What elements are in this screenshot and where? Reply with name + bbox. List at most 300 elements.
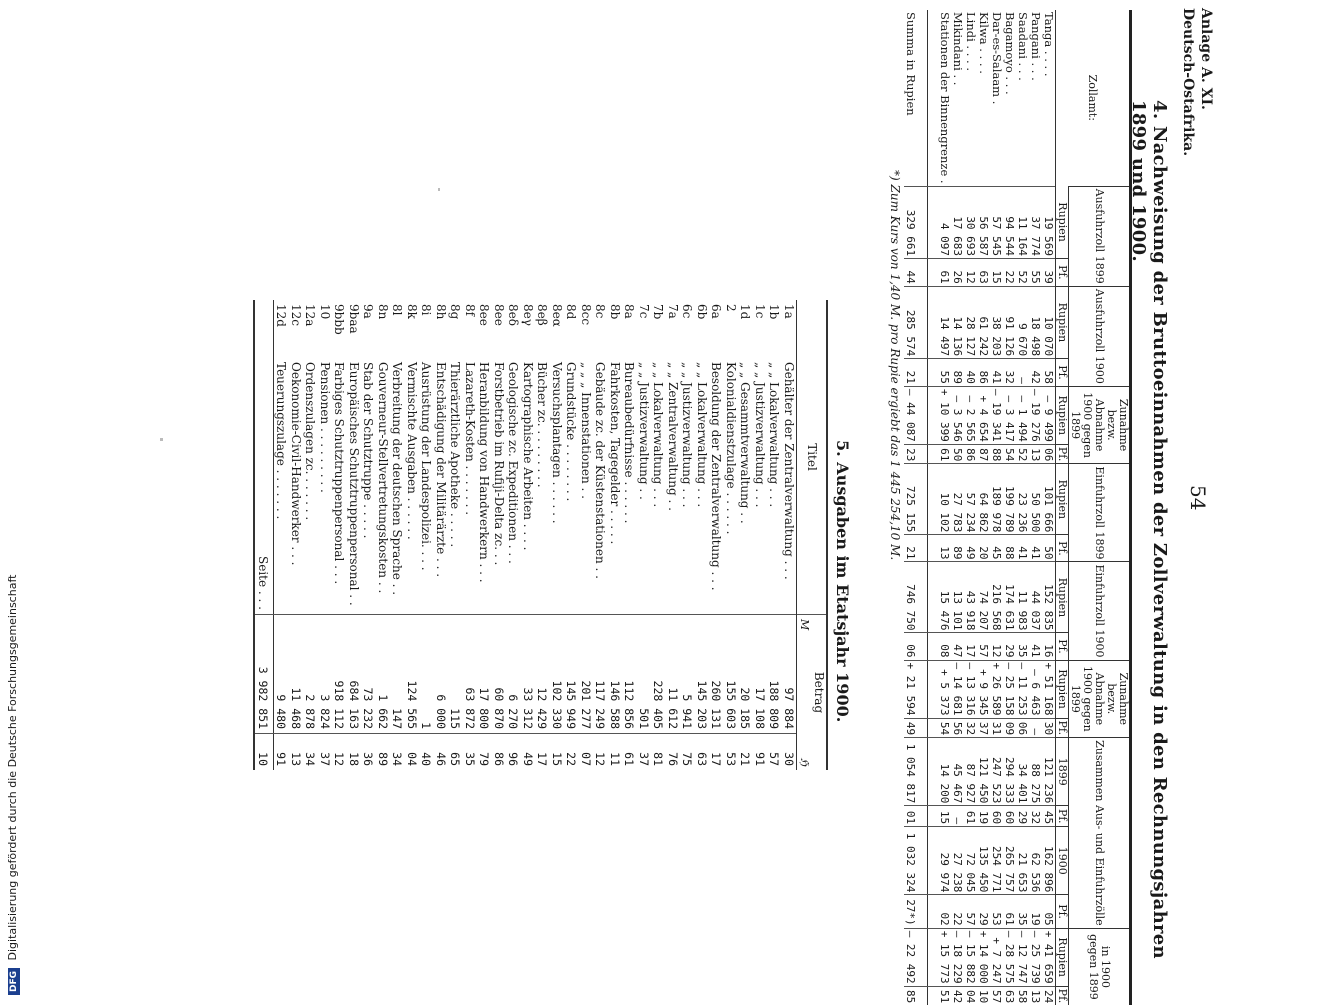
expense-code: 8cc (579, 304, 593, 326)
rupien-cell: 746 750 (904, 562, 928, 633)
rupien-cell: — 22 492 (904, 928, 928, 986)
rupien-cell: 4 097 (928, 186, 952, 258)
rupien-cell: 135 450 (977, 827, 990, 895)
expense-title: Farbiges Schutztruppenpersonal . . . (332, 362, 347, 585)
pfennig-cell: 49 (964, 535, 977, 562)
annex-label: Anlage A. XI. (1198, 8, 1214, 110)
rupien-cell: + 5 373 (928, 660, 952, 718)
expense-code: 12a (303, 304, 318, 327)
expense-pfennig: 79 (477, 734, 492, 771)
expense-title: „ „ Lokalverwaltung . . . (695, 362, 709, 508)
expense-row (767, 300, 782, 770)
pfennig-cell: 06 (904, 633, 928, 660)
section5-title: 5. Ausgaben im Etatsjahr 1900. (833, 440, 852, 723)
expense-mark: 201 277 (579, 615, 594, 734)
expense-code: 8g (448, 304, 463, 320)
expense-code: 12d (274, 304, 289, 327)
expense-code: 8eδ (506, 304, 521, 326)
pfennig-cell: 09 (1003, 718, 1016, 738)
rupien-cell: + 51 168 (1042, 660, 1056, 718)
revenue-row (928, 10, 952, 1005)
expense-title: Vermischte Ausgaben . . . . . . (405, 362, 419, 540)
rupien-cell: 121 236 (1042, 738, 1056, 806)
pfennig-cell: 29 (1003, 633, 1016, 660)
pfennig-cell: 88 (990, 444, 1003, 464)
zollamt-name: Kilwa . . . . (977, 12, 991, 74)
expense-mark: 9 480 (274, 615, 289, 734)
rupien-cell: 72 045 (964, 827, 977, 895)
dfg-logo: DFG (8, 968, 20, 995)
expense-pfennig: 61 (622, 734, 637, 771)
unit-pf: Pf. (1056, 444, 1069, 464)
pfennig-cell: 27*) (904, 895, 928, 928)
expense-title: Forstbetrieb im Rufiji-Delta zc. . . (492, 362, 506, 566)
expense-title: „ „ Justizverwaltung . . . (753, 362, 767, 508)
revenue-table (904, 10, 1132, 1005)
zollamt-name: Summa in Rupien (904, 10, 928, 186)
expense-mark: 33 312 (521, 615, 536, 734)
expense-code: 12c (289, 304, 303, 326)
expense-pfennig: 15 (550, 734, 565, 771)
rupien-cell: 265 757 (1003, 827, 1016, 895)
revenue-row (990, 10, 1003, 1005)
rupien-cell: 57 545 (990, 186, 1003, 258)
pfennig-cell: 63 (977, 259, 990, 287)
pfennig-cell: 52 (1016, 259, 1029, 287)
rupien-cell: 101 666 (1042, 464, 1056, 535)
header-zusammen-1900: 1900 (1056, 827, 1069, 895)
expenses-table (254, 300, 829, 770)
expense-pfennig: 07 (579, 734, 594, 771)
unit-rupien: Rupien (1056, 464, 1069, 535)
pfennig-cell: 50 (1042, 535, 1056, 562)
unit-pf: Pf. (1056, 986, 1069, 1005)
expense-mark: 260 131 (709, 615, 724, 734)
pfennig-cell: 23 (904, 444, 928, 464)
expense-pfennig: 49 (521, 734, 536, 771)
rupien-cell: 87 927 (964, 738, 977, 806)
rupien-cell: + 7 247 (990, 928, 1003, 986)
header-titel: Titel (797, 300, 828, 615)
rupien-cell: 56 587 (977, 186, 990, 258)
pfennig-cell: — (951, 806, 964, 827)
expense-pfennig: 18 (347, 734, 362, 771)
rupien-cell: 61 242 (977, 286, 990, 358)
unit-pf: Pf. (1056, 535, 1069, 562)
expense-pfennig: 40 (419, 734, 434, 771)
region-label: Deutsch-Ostafrika. (1180, 8, 1196, 157)
expense-pfennig: 17 (535, 734, 550, 771)
expense-pfennig: 13 (289, 734, 304, 771)
expense-mark: 2 878 (303, 615, 318, 734)
rupien-cell: — 44 087 (904, 386, 928, 444)
expense-row (724, 300, 739, 770)
expense-pfennig: 35 (463, 734, 478, 771)
rupien-cell: 94 544 (1003, 186, 1016, 258)
rupien-cell: 189 978 (990, 464, 1003, 535)
expense-pfennig: 12 (593, 734, 608, 771)
rupien-cell: — 12 747 (1016, 928, 1029, 986)
rupien-cell: — 19 341 (990, 386, 1003, 444)
expense-row (709, 300, 724, 770)
expense-title: „ „ Lokalverwaltung . . . (767, 362, 782, 508)
pfennig-cell: 41 (1029, 535, 1042, 562)
pfennig-cell: 13 (928, 535, 952, 562)
expense-code: 1c (753, 304, 767, 319)
expense-row (521, 300, 536, 770)
revenue-row (1042, 10, 1056, 1005)
expense-code: 8b (608, 304, 622, 320)
pfennig-cell: 32 (964, 718, 977, 738)
pfennig-cell: 15 (990, 259, 1003, 287)
rupien-cell: 15 476 (928, 562, 952, 633)
header-ausfuhr-1899: Ausfuhrzoll 1899 (1069, 186, 1131, 286)
pfennig-cell: 12 (990, 633, 1003, 660)
expense-row (318, 300, 333, 770)
rupien-cell: 294 333 (1003, 738, 1016, 806)
pfennig-cell: 31 (990, 718, 1003, 738)
expense-title: Ausrüstung der Landespolizei. . . . (419, 362, 434, 571)
expense-title: Verbreitung der deutschen Sprache . . (390, 362, 405, 596)
revenue-row (904, 10, 928, 1005)
expense-code: 8l (390, 304, 405, 316)
pfennig-cell: 86 (977, 359, 990, 387)
expense-pfennig: 57 (767, 734, 782, 771)
expense-row (303, 300, 318, 770)
expense-mark: 17 800 (477, 615, 492, 734)
header-zunahme-ausfuhr: Zunahme bezw. Abnahme 1900 gegen 1899 (1069, 386, 1131, 464)
expense-mark: 5 941 (680, 615, 695, 734)
expense-pfennig: 37 (318, 734, 333, 771)
expense-title: Europäisches Schutztruppenpersonal . . (347, 362, 361, 606)
rupien-cell: + 14 000 (977, 928, 990, 986)
pfennig-cell: 21 (904, 359, 928, 387)
section4-title: 4. Nachweisung der Bruttoeinnahmen der Zollverwaltung in den Rechnungsjahren 1899 und 1900. (1128, 100, 1170, 959)
expense-pfennig: 63 (695, 734, 710, 771)
pfennig-cell: 19 (1029, 895, 1042, 928)
expense-mark: 501 (637, 615, 652, 734)
pfennig-cell: 13 (1029, 986, 1042, 1005)
page-number: 54 (1186, 485, 1210, 511)
header-einfuhr-1899: Einfuhrzoll 1899 (1069, 464, 1131, 562)
pfennig-cell: 35 (1016, 633, 1029, 660)
pfennig-cell: 54 (928, 718, 952, 738)
rupien-cell: 38 203 (990, 286, 1003, 358)
pfennig-cell: 39 (1042, 259, 1056, 287)
rupien-cell: — 14 681 (951, 660, 964, 718)
rupien-cell: 28 127 (964, 286, 977, 358)
expense-code: 8i (419, 304, 434, 316)
expense-code: 8eα (550, 304, 564, 327)
expense-title: „ „ Gesammtverwaltung . . (738, 362, 753, 524)
expense-pfennig: 81 (651, 734, 666, 771)
expense-pfennig: 75 (680, 734, 695, 771)
seite-pfennig: 10 (255, 734, 274, 771)
unit-pf: Pf. (1056, 895, 1069, 928)
expense-row (274, 300, 289, 770)
rupien-cell: + 41 659 (1042, 928, 1056, 986)
expense-row (361, 300, 376, 770)
pfennig-cell: 53 (990, 895, 1003, 928)
pfennig-cell: 16 (1042, 633, 1056, 660)
revenue-row (1016, 10, 1029, 1005)
expense-pfennig: 53 (724, 734, 739, 771)
expense-row (651, 300, 666, 770)
pfennig-cell: 45 (990, 535, 1003, 562)
seite-label: Seite . . . (255, 358, 274, 615)
pfennig-cell: 60 (990, 806, 1003, 827)
expense-mark: 12 429 (535, 615, 550, 734)
expense-pfennig: 37 (637, 734, 652, 771)
expense-mark: 117 249 (593, 615, 608, 734)
expense-title: Geologische zc. Expeditionen . . . (506, 362, 521, 564)
expense-row (550, 300, 565, 770)
expense-pfennig: 91 (753, 734, 768, 771)
unit-rupien: Rupien (1056, 660, 1069, 718)
expense-pfennig: 86 (492, 734, 507, 771)
pfennig-cell: 47 (951, 633, 964, 660)
rupien-cell: + 10 399 (928, 386, 952, 444)
expense-title: Thierärztliche Apotheke . . . . . (448, 362, 463, 548)
zollamt-name: Pangani . . . (1029, 12, 1043, 81)
expense-code: 8eβ (535, 304, 550, 326)
expense-pfennig: 46 (434, 734, 449, 771)
header-pfennig: ℌ (798, 757, 812, 766)
expense-row (637, 300, 652, 770)
pfennig-cell: 01 (904, 806, 928, 827)
expense-title: Versuchsplantagen . . . . . . (550, 362, 564, 524)
rupien-cell: 91 126 (1003, 286, 1016, 358)
rupien-cell: + 26 589 (990, 660, 1003, 718)
rupien-cell: 27 783 (951, 464, 964, 535)
header-mark: M (798, 619, 812, 631)
pfennig-cell: 44 (904, 259, 928, 287)
expense-title: Heranbildung von Handwerkern . . . (477, 362, 492, 583)
unit-rupien: Rupien (1056, 286, 1069, 358)
header-zunahme-einfuhr: Zunahme bezw. Abnahme 1900 gegen 1899 (1069, 660, 1131, 738)
pfennig-cell: 22 (951, 895, 964, 928)
pfennig-cell: 05 (1042, 895, 1056, 928)
expense-row (405, 300, 420, 770)
expense-code: 8a (622, 304, 637, 319)
dfg-credit (6, 5, 20, 995)
rupien-cell: 13 101 (951, 562, 964, 633)
expense-row (492, 300, 507, 770)
expense-pfennig: 12 (332, 734, 347, 771)
expense-row (289, 300, 304, 770)
expense-mark: 155 603 (724, 615, 739, 734)
rupien-cell: 11 983 (1016, 562, 1029, 633)
expense-code: 8ee (492, 304, 506, 326)
zollamt-name: Dar-es-Salaam . (990, 12, 1004, 105)
expense-code: 9baa (347, 304, 361, 334)
rupien-cell: 34 401 (1016, 738, 1029, 806)
expense-code: 6c (680, 304, 695, 319)
rupien-cell: — 9 499 (1042, 386, 1056, 444)
expense-row (608, 300, 623, 770)
pfennig-cell: 55 (928, 359, 952, 387)
expense-title: Gebäude zc. der Küstenstationen . . (593, 362, 608, 579)
rupien-cell: 50 500 (1029, 464, 1042, 535)
expense-code: 7a (666, 304, 680, 319)
expense-title: Grundstücke . . . . . . . . (564, 362, 579, 502)
rupien-cell: 174 631 (1003, 562, 1016, 633)
expense-pfennig: 96 (506, 734, 521, 771)
seite-mark: 3 982 851 (255, 615, 274, 734)
seite-code (255, 300, 274, 358)
expense-row (680, 300, 695, 770)
unit-pf: Pf. (1056, 718, 1069, 738)
pfennig-cell: 40 (964, 359, 977, 387)
expense-mark: 145 203 (695, 615, 710, 734)
pfennig-cell: 58 (1016, 986, 1029, 1005)
pfennig-cell: 37 (977, 718, 990, 738)
pfennig-cell: 57 (977, 633, 990, 660)
expense-code: 2 (724, 304, 738, 312)
rupien-cell: — 18 229 (951, 928, 964, 986)
revenue-row (977, 10, 990, 1005)
expense-pfennig: 21 (738, 734, 753, 771)
expense-mark: 228 405 (651, 615, 666, 734)
rupien-cell: — 6 463 (1029, 660, 1042, 718)
expense-row (695, 300, 710, 770)
rupien-cell: 74 207 (977, 562, 990, 633)
rupien-cell: 199 789 (1003, 464, 1016, 535)
expense-title: „ „ Justizverwaltung . . . (680, 362, 695, 508)
expense-row (463, 300, 478, 770)
rupien-cell: 14 497 (928, 286, 952, 358)
expense-code: 8c (593, 304, 608, 319)
rupien-cell: 14 200 (928, 738, 952, 806)
pfennig-cell: 10 (977, 986, 990, 1005)
pfennig-cell: 56 (951, 718, 964, 738)
expense-row (332, 300, 347, 770)
expense-title: Teuerungszulage . . . . . . . (274, 362, 289, 520)
rupien-cell: 1 032 324 (904, 827, 928, 895)
pfennig-cell: 22 (1003, 259, 1016, 287)
expense-pfennig: 76 (666, 734, 681, 771)
header-in1900: in 1900 gegen 1899 (1069, 928, 1131, 1005)
rupien-cell: — 3 417 (1003, 386, 1016, 444)
zollamt-name: Lindi . . . . (964, 12, 978, 72)
pfennig-cell: 26 (951, 259, 964, 287)
pfennig-cell: 85 (904, 986, 928, 1005)
expense-code: 7c (637, 304, 651, 319)
pfennig-cell: 61 (928, 259, 952, 287)
pfennig-cell: 20 (977, 535, 990, 562)
pfennig-cell: 88 (1003, 535, 1016, 562)
expense-code: 8n (376, 304, 390, 320)
expense-row (782, 300, 797, 770)
pfennig-cell: 06 (1042, 444, 1056, 464)
rupien-cell: + 9 345 (977, 660, 990, 718)
rotated-page (90, 0, 1220, 1004)
expense-code: 8f (463, 304, 477, 317)
expense-row (622, 300, 637, 770)
expense-code: 1d (738, 304, 753, 320)
rupien-cell: 9 670 (1016, 286, 1029, 358)
expense-mark: 684 163 (347, 615, 362, 734)
expense-title: Kartographische Arbeiten . . . . (521, 362, 535, 551)
rupien-cell: 44 037 (1029, 562, 1042, 633)
expense-code: 8eγ (521, 304, 535, 326)
expense-code: 8d (564, 304, 579, 320)
expense-row (564, 300, 579, 770)
rupien-cell: 64 862 (977, 464, 990, 535)
pfennig-cell: 35 (1016, 895, 1029, 928)
pfennig-cell: 58 (1042, 359, 1056, 387)
expense-code: 7b (651, 304, 666, 320)
expense-title: „ „ Lokalverwaltung . . . (651, 362, 666, 508)
expense-title: Stab der Schutztruppe . . . . . (361, 362, 376, 539)
expense-row (738, 300, 753, 770)
footnote: *) Zum Kurs von 1,40 M. pro Rupie ergiebt das 1 445 254,10 M. (888, 170, 902, 561)
rupien-cell: 37 774 (1029, 186, 1042, 258)
unit-rupien: Rupien (1056, 928, 1069, 986)
rupien-cell: — 11 253 (1016, 660, 1029, 718)
rupien-cell: 30 693 (964, 186, 977, 258)
pfennig-cell: 51 (928, 986, 952, 1005)
expense-mark: 112 856 (622, 615, 637, 734)
pfennig-cell: 15 (928, 806, 952, 827)
expense-row (419, 300, 434, 770)
rupien-cell: — 25 158 (1003, 660, 1016, 718)
rupien-cell: 27 238 (951, 827, 964, 895)
pfennig-cell: 41 (990, 359, 1003, 387)
expense-pfennig: 30 (782, 734, 797, 771)
revenue-table-body (904, 10, 1056, 1005)
expense-mark: 3 824 (318, 615, 333, 734)
rupien-cell: 254 771 (990, 827, 1003, 895)
pfennig-cell: 60 (1003, 806, 1016, 827)
pfennig-cell: 61 (928, 444, 952, 464)
expense-title: Pensionen . . . . . . . . . (318, 362, 332, 493)
expense-title: Fahrkosten, Tagegelder . . . . . (608, 362, 622, 545)
scan-speck (160, 438, 163, 441)
rupien-cell: — 2 565 (964, 386, 977, 444)
rupien-cell: 152 835 (1042, 562, 1056, 633)
expense-code: 1a (782, 304, 796, 319)
pfennig-cell: 61 (1003, 895, 1016, 928)
expense-code: 10 (318, 304, 332, 320)
rupien-cell: 18 498 (1029, 286, 1042, 358)
expense-mark: 6 000 (434, 615, 449, 734)
unit-rupien: Rupien (1056, 386, 1069, 444)
rupien-cell: — 1 494 (1016, 386, 1029, 444)
expense-mark: 115 (448, 615, 463, 734)
rupien-cell: 62 536 (1029, 827, 1042, 895)
expense-title: „ „ Zentralverwaltung . . (666, 362, 680, 511)
pfennig-cell: 30 (1042, 718, 1056, 738)
revenue-row (1003, 10, 1016, 1005)
expense-mark: 146 588 (608, 615, 623, 734)
expense-title: Gehälter der Zentralverwaltung . . . (782, 362, 796, 580)
expense-title: Besoldung der Zentralverwaltung . . . (709, 362, 724, 591)
rupien-cell: 14 136 (951, 286, 964, 358)
zollamt-name: Tanga . . . . (1042, 12, 1056, 77)
pfennig-cell: 19 (977, 806, 990, 827)
pfennig-cell: 45 (1042, 806, 1056, 827)
unit-rupien: Rupien (1056, 186, 1069, 258)
expense-row (753, 300, 768, 770)
expense-title: Bücher zc. . . . . . . . . (535, 362, 550, 488)
pfennig-cell: 32 (1029, 806, 1042, 827)
pfennig-cell: 41 (1029, 633, 1042, 660)
expense-mark: 63 872 (463, 615, 478, 734)
pfennig-cell: 86 (964, 444, 977, 464)
pfennig-cell: 55 (1029, 259, 1042, 287)
pfennig-cell: 13 (1029, 444, 1042, 464)
